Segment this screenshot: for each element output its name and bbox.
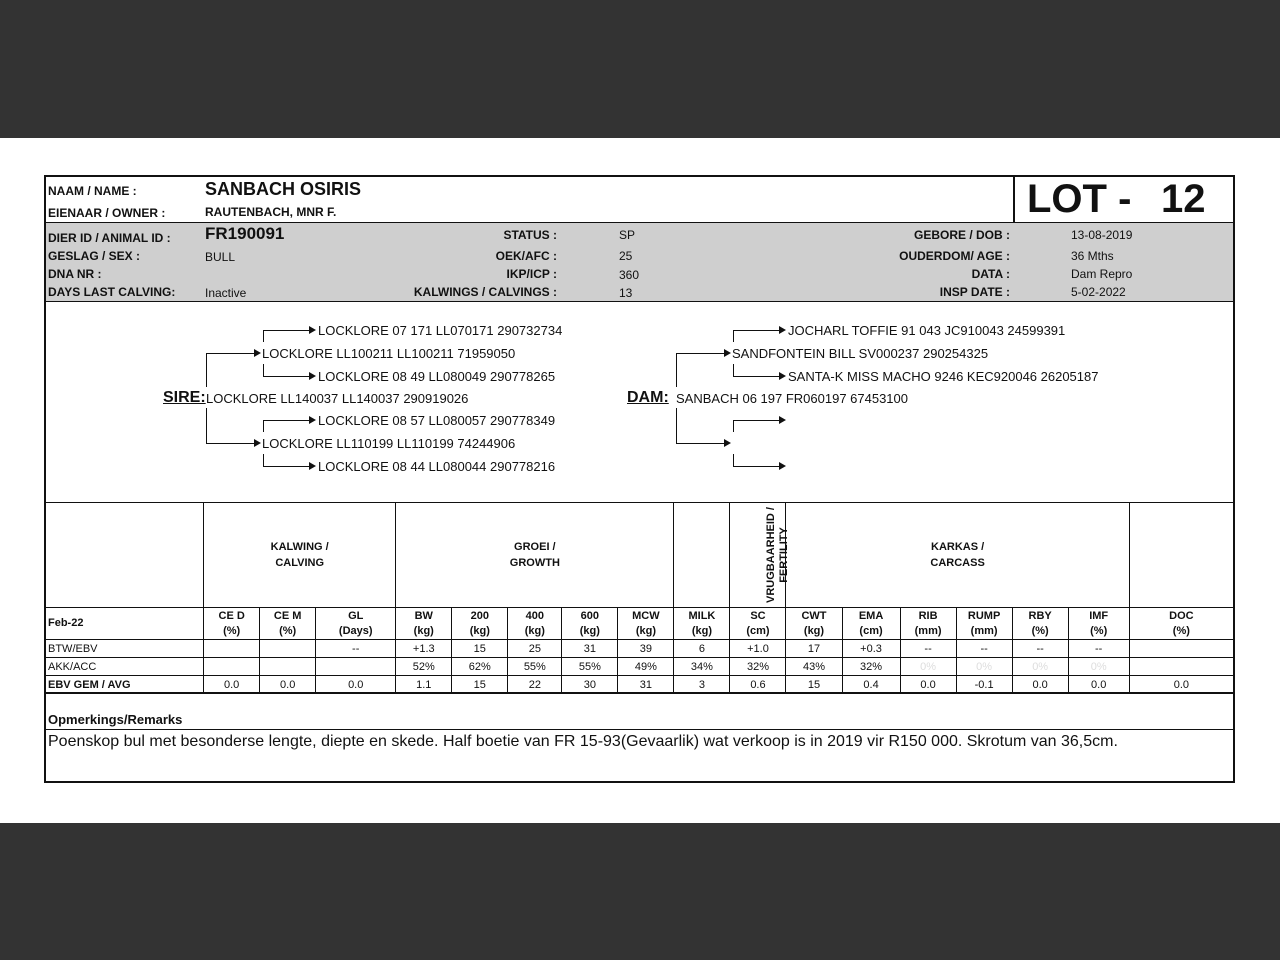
insp-date-value: 5-02-2022 <box>1071 285 1126 299</box>
column-unit: (%) <box>279 624 297 637</box>
status-label: STATUS : <box>503 228 557 242</box>
name-label: NAAM / NAME : <box>48 184 137 198</box>
animal-name: SANBACH OSIRIS <box>205 179 362 199</box>
days-last-calving-label: DAYS LAST CALVING: <box>48 285 176 299</box>
arrow-icon <box>254 439 261 447</box>
column-header <box>508 608 562 640</box>
lot-box <box>1013 177 1233 223</box>
column-unit: (cm) <box>746 624 770 637</box>
table-cell: -- <box>956 640 1012 658</box>
column-unit: (kg) <box>469 624 490 637</box>
column-name: CE M <box>273 609 302 622</box>
column-unit: (kg) <box>524 624 545 637</box>
column-name: SC <box>750 609 766 622</box>
table-cell: 0.6 <box>730 676 786 694</box>
group-fertility-cell <box>730 503 791 608</box>
dam-sire-name: SANDFONTEIN BILL SV000237 290254325 <box>732 346 989 361</box>
table-cell: 25 <box>508 640 562 658</box>
sex-value: BULL <box>205 250 236 264</box>
column-header <box>396 608 452 640</box>
table-cell: -- <box>1068 640 1129 658</box>
arrow-icon <box>309 416 316 424</box>
table-cell: 0.0 <box>316 676 396 694</box>
table-cell <box>204 640 260 658</box>
pedigree-section <box>46 302 1233 502</box>
lot-number: 12 <box>1161 177 1206 221</box>
table-cell: 62% <box>452 658 508 676</box>
column-header <box>956 608 1012 640</box>
header-section <box>46 177 1233 223</box>
column-name: RUMP <box>967 609 1001 622</box>
sire-sire-sire-name: LOCKLORE 07 171 LL070171 290732734 <box>318 323 563 338</box>
afc-value: 25 <box>619 249 633 263</box>
ss-up-h <box>263 330 311 331</box>
sire-connector-up-h <box>206 353 256 354</box>
calvings-value: 13 <box>619 286 633 300</box>
column-header <box>842 608 900 640</box>
group-calving: KALWING / CALVING <box>204 503 396 608</box>
table-cell: 0% <box>1012 658 1068 676</box>
period-label: Feb-22 <box>46 608 204 640</box>
sire-sire-name: LOCKLORE LL100211 LL100211 71959050 <box>262 346 516 361</box>
sire-dam-sire-name: LOCKLORE 08 57 LL080057 290778349 <box>318 413 556 428</box>
column-header <box>618 608 674 640</box>
ds-down-h <box>733 376 781 377</box>
table-cell: 31 <box>562 640 618 658</box>
table-cell: 0.0 <box>1012 676 1068 694</box>
table-cell: 0% <box>900 658 956 676</box>
afc-label: OEK/AFC : <box>495 249 557 263</box>
column-header <box>316 608 396 640</box>
table-cell <box>260 658 316 676</box>
column-header <box>1012 608 1068 640</box>
table-cell: 32% <box>842 658 900 676</box>
row-label: BTW/EBV <box>46 640 204 658</box>
animal-id-label: DIER ID / ANIMAL ID : <box>48 231 171 245</box>
group-growth: GROEI / GROWTH <box>396 503 674 608</box>
table-cell <box>1129 658 1233 676</box>
column-name: MCW <box>632 609 660 622</box>
table-cell: 0.4 <box>842 676 900 694</box>
sd-up-h <box>263 420 311 421</box>
column-unit: (%) <box>1172 624 1190 637</box>
sd-up <box>263 420 264 432</box>
remarks-text: Poenskop bul met besonderse lengte, diepte en skede. Half boetie van FR 15-93(Gevaarlik) wat verkoop is in 2019 vir R150 000. Skrotum van 36,5cm. <box>48 733 1118 750</box>
table-cell: 55% <box>508 658 562 676</box>
blank-cell <box>46 503 204 608</box>
column-unit: (kg) <box>691 624 713 637</box>
column-header-row <box>46 608 1234 640</box>
table-cell: 39 <box>618 640 674 658</box>
sire-connector-up <box>206 353 207 387</box>
column-unit: (kg) <box>579 624 600 637</box>
sex-label: GESLAG / SEX : <box>48 249 141 263</box>
sire-dam-dam-name: LOCKLORE 08 44 LL080044 290778216 <box>318 459 556 474</box>
sire-connector-down <box>206 408 207 443</box>
arrow-icon <box>779 372 786 380</box>
dna-label: DNA NR : <box>48 267 102 281</box>
icp-value: 360 <box>619 268 640 282</box>
table-cell: +1.0 <box>730 640 786 658</box>
table-row <box>46 640 1234 658</box>
dam-label: DAM: <box>627 389 669 406</box>
table-cell: 43% <box>786 658 842 676</box>
ds-down <box>733 364 734 376</box>
table-cell: 31 <box>618 676 674 694</box>
dam-connector-down <box>676 408 677 443</box>
table-cell: 17 <box>786 640 842 658</box>
dob-value: 13-08-2019 <box>1071 228 1133 242</box>
arrow-icon <box>724 439 731 447</box>
column-name: CE D <box>218 609 245 622</box>
table-row <box>46 658 1234 676</box>
column-header <box>562 608 618 640</box>
arrow-icon <box>254 349 261 357</box>
remarks-header <box>46 692 1233 730</box>
arrow-icon <box>309 372 316 380</box>
column-header <box>204 608 260 640</box>
table-cell: 0.0 <box>204 676 260 694</box>
column-unit: (%) <box>223 624 241 637</box>
table-cell: 22 <box>508 676 562 694</box>
ds-up <box>733 330 734 342</box>
ss-down <box>263 364 264 376</box>
calvings-label: KALWINGS / CALVINGS : <box>413 285 557 299</box>
column-unit: (kg) <box>803 624 825 637</box>
column-header <box>900 608 956 640</box>
table-row <box>46 676 1234 694</box>
arrow-icon <box>724 349 731 357</box>
dam-connector-down-h <box>676 443 726 444</box>
table-cell: +1.3 <box>396 640 452 658</box>
table-cell: 0% <box>956 658 1012 676</box>
column-name: RBY <box>1028 609 1052 622</box>
column-unit: (Days) <box>338 624 373 637</box>
table-cell: 0.0 <box>900 676 956 694</box>
table-cell <box>1129 640 1233 658</box>
table-cell: 34% <box>674 658 730 676</box>
table-cell: 15 <box>452 640 508 658</box>
table-cell: +0.3 <box>842 640 900 658</box>
blank-cell <box>674 503 730 608</box>
table-cell <box>204 658 260 676</box>
table-cell: 30 <box>562 676 618 694</box>
sire-dam-name: LOCKLORE LL110199 LL110199 74244906 <box>262 436 516 451</box>
ds-up-h <box>733 330 781 331</box>
column-header <box>452 608 508 640</box>
days-last-calving-value: Inactive <box>205 286 247 300</box>
column-name: 200 <box>470 609 489 622</box>
column-header <box>674 608 730 640</box>
row-label: EBV GEM / AVG <box>46 676 204 694</box>
table-cell: -- <box>900 640 956 658</box>
sd-down <box>263 454 264 466</box>
ss-up <box>263 330 264 342</box>
arrow-icon <box>779 326 786 334</box>
table-cell: -0.1 <box>956 676 1012 694</box>
arrow-icon <box>309 326 316 334</box>
column-unit: (%) <box>1031 624 1049 637</box>
table-cell: 15 <box>786 676 842 694</box>
table-cell: 52% <box>396 658 452 676</box>
column-header <box>730 608 786 640</box>
column-header <box>1129 608 1233 640</box>
table-cell: 55% <box>562 658 618 676</box>
dd-down <box>733 454 734 466</box>
column-unit: (kg) <box>635 624 656 637</box>
table-cell: 0.0 <box>1068 676 1129 694</box>
column-name: MILK <box>688 609 716 622</box>
info-section <box>46 223 1233 302</box>
sire-name: LOCKLORE LL140037 LL140037 290919026 <box>206 391 469 406</box>
column-name: 400 <box>525 609 544 622</box>
column-header <box>786 608 842 640</box>
document-page <box>0 138 1280 823</box>
dam-connector-up-h <box>676 353 726 354</box>
column-name: GL <box>348 609 364 622</box>
animal-id-value: FR190091 <box>205 224 285 243</box>
dam-sire-dam-name: SANTA-K MISS MACHO 9246 KEC920046 26205187 <box>788 369 1099 384</box>
dd-up <box>733 420 734 432</box>
column-header <box>260 608 316 640</box>
group-carcass: KARKAS / CARCASS <box>786 503 1129 608</box>
table-cell: 15 <box>452 676 508 694</box>
age-value: 36 Mths <box>1071 249 1114 263</box>
lot-card <box>44 175 1235 783</box>
icp-label: IKP/ICP : <box>506 267 557 281</box>
row-label: AKK/ACC <box>46 658 204 676</box>
column-unit: (kg) <box>413 624 434 637</box>
table-cell: 0.0 <box>1129 676 1233 694</box>
dd-down-h <box>733 466 781 467</box>
owner-value: RAUTENBACH, MNR F. <box>205 205 337 219</box>
data-label: DATA : <box>971 267 1010 281</box>
sire-label: SIRE: <box>163 389 206 406</box>
ebv-table <box>45 502 1234 694</box>
dam-sire-sire-name: JOCHARL TOFFIE 91 043 JC910043 24599391 <box>788 323 1066 338</box>
remarks-label: Opmerkings/Remarks <box>48 712 183 727</box>
sd-down-h <box>263 466 311 467</box>
column-unit: (%) <box>1090 624 1108 637</box>
group-header-row <box>46 503 1234 608</box>
table-cell <box>260 640 316 658</box>
column-name: IMF <box>1089 609 1109 622</box>
arrow-icon <box>779 462 786 470</box>
table-cell: 6 <box>674 640 730 658</box>
column-unit: (mm) <box>914 624 942 637</box>
sire-connector-down-h <box>206 443 256 444</box>
column-name: 600 <box>580 609 600 622</box>
status-value: SP <box>619 228 636 242</box>
table-cell: 0% <box>1068 658 1129 676</box>
blank-cell <box>1129 503 1233 608</box>
table-cell: 0.0 <box>260 676 316 694</box>
insp-date-label: INSP DATE : <box>939 285 1010 299</box>
column-header <box>1068 608 1129 640</box>
dd-up-h <box>733 420 781 421</box>
table-cell: 32% <box>730 658 786 676</box>
table-cell: 3 <box>674 676 730 694</box>
ss-down-h <box>263 376 311 377</box>
column-name: RIB <box>918 609 938 622</box>
table-cell <box>316 658 396 676</box>
data-value: Dam Repro <box>1071 267 1133 281</box>
column-name: CWT <box>801 609 827 622</box>
arrow-icon <box>309 462 316 470</box>
table-cell: -- <box>1012 640 1068 658</box>
table-cell: -- <box>316 640 396 658</box>
dam-connector-up <box>676 353 677 387</box>
lot-label: LOT - <box>1027 177 1132 221</box>
arrow-icon <box>779 416 786 424</box>
column-name: DOC <box>1169 609 1194 622</box>
table-cell: 49% <box>618 658 674 676</box>
table-cell: 1.1 <box>396 676 452 694</box>
dam-name: SANBACH 06 197 FR060197 67453100 <box>676 391 908 406</box>
group-fertility: VRUGBAARHEID / FERTILITY <box>765 507 791 603</box>
age-label: OUDERDOM/ AGE : <box>899 249 1010 263</box>
column-name: BW <box>414 609 433 622</box>
column-unit: (cm) <box>859 624 883 637</box>
owner-label: EIENAAR / OWNER : <box>48 206 166 220</box>
column-unit: (mm) <box>970 624 998 637</box>
dob-label: GEBORE / DOB : <box>913 228 1010 242</box>
column-name: EMA <box>858 609 884 622</box>
sire-sire-dam-name: LOCKLORE 08 49 LL080049 290778265 <box>318 369 556 384</box>
